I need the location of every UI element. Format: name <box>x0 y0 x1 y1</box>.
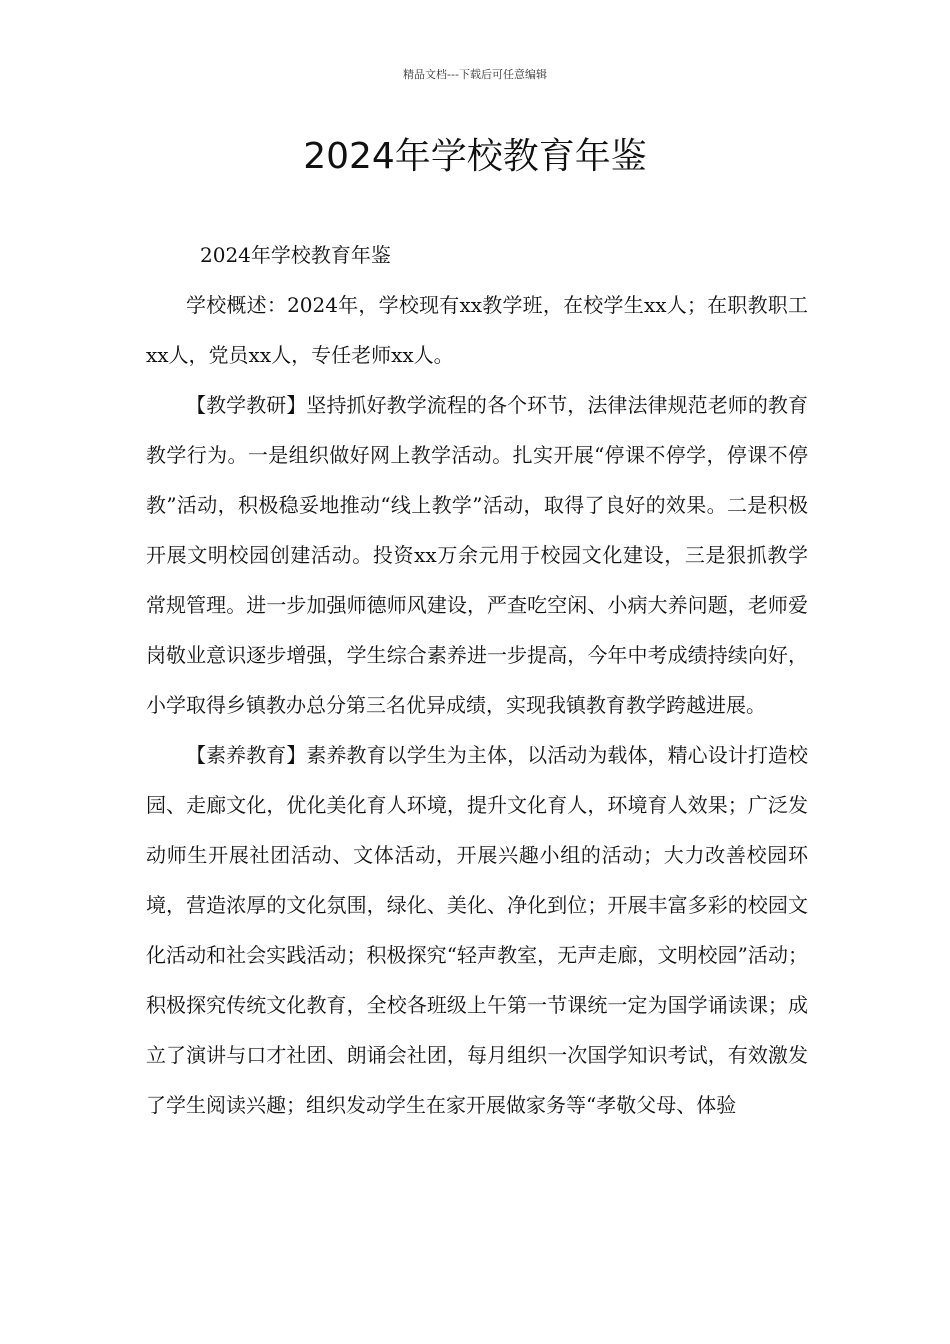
subtitle-paragraph: 2024年学校教育年鉴 <box>200 243 391 267</box>
document-body <box>146 230 808 1130</box>
quality-education-paragraph: 【素养教育】素养教育以学生为主体，以活动为载体，精心设计打造校园、走廊文化，优化美化育人环境，提升文化育人，环境育人效果；广泛发动师生开展社团活动、文体活动，开展兴趣小组的活动；大力改善校园环境，营造浓厚的文化氛围，绿化、美化、净化到位；开展丰富多彩的校园文化活动和社会实践活动；积极探究“轻声教室，无声走廊，文明校园”活动；积极探究传统文化教育，全校各班级上午第一节课统一定为国学诵读课；成立了演讲与口才社团、朗诵会社团，每月组织一次国学知识考试，有效激发了学生阅读兴趣；组织发动学生在家开展做家务等“孝敬父母、体验 <box>146 743 808 1117</box>
teaching-paragraph: 【教学教研】坚持抓好教学流程的各个环节，法律法律规范老师的教育教学行为。一是组织做好网上教学活动。扎实开展“停课不停学，停课不停教”活动，积极稳妥地推动“线上教学”活动，取得了良好的效果。二是积极开展文明校园创建活动。投资xx万余元用于校园文化建设，三是狠抓教学常规管理。进一步加强师德师风建设，严查吃空闲、小病大养问题，老师爱岗敬业意识逐步增强，学生综合素养进一步提高，今年中考成绩持续向好，小学取得乡镇教办总分第三名优异成绩，实现我镇教育教学跨越进展。 <box>146 393 808 717</box>
document-title: 2024年学校教育年鉴 <box>303 136 647 177</box>
overview-paragraph: 学校概述：2024年，学校现有xx教学班，在校学生xx人；在职教职工xx人，党员xx人，专任老师xx人。 <box>146 293 808 367</box>
header-note: 精品文档---下载后可任意编辑 <box>403 68 547 81</box>
